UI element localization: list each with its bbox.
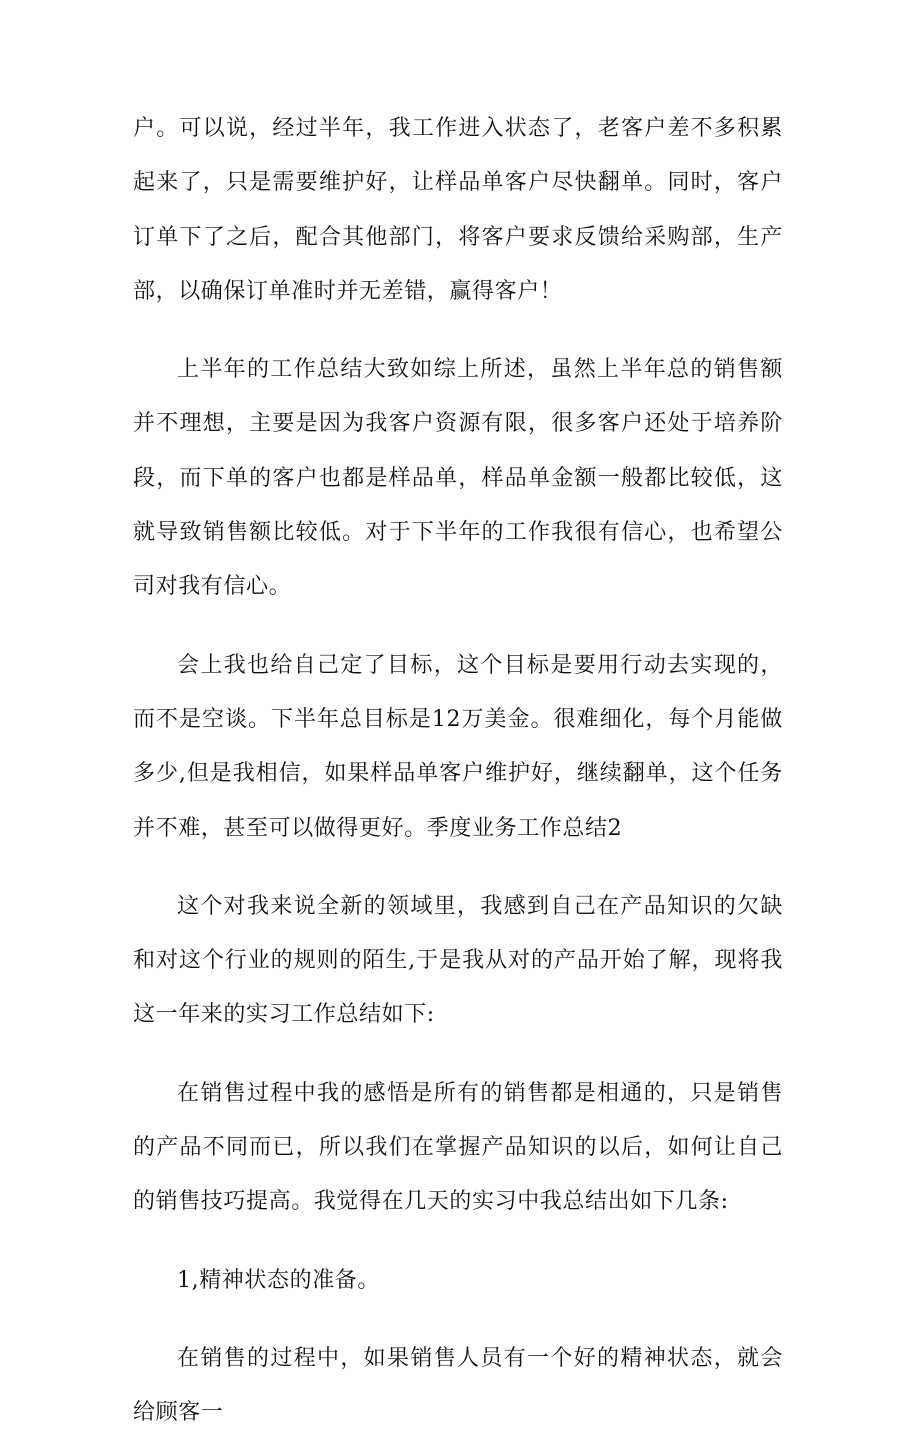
paragraph-7: 在销售的过程中，如果销售人员有一个好的精神状态，就会给顾客一 (133, 1345, 783, 1426)
paragraph-3: 会上我也给自己定了目标，这个目标是要用行动去实现的，而不是空谈。下半年总目标是12万美金。很难细化，每个月能做多少,但是我相信，如果样品单客户维护好，继续翻单，这个任务并不难，甚至可以做得更好。季度业务工作总结2 (133, 652, 783, 841)
document-body (133, 102, 783, 1441)
paragraph-6: 1,精神状态的准备。 (177, 1267, 380, 1293)
paragraph-2: 上半年的工作总结大致如综上所述，虽然上半年总的销售额并不理想，主要是因为我客户资源有限，很多客户还处于培养阶段，而下单的客户也都是样品单，样品单金额一般都比较低，这就导致销售额比较低。对于下半年的工作我很有信心，也希望公司对我有信心。 (133, 357, 783, 600)
paragraph-4: 这个对我来说全新的领域里，我感到自己在产品知识的欠缺和对这个行业的规则的陌生,于是我从对的产品开始了解，现将我这一年来的实习工作总结如下: (133, 893, 783, 1028)
paragraph-1: 户。可以说，经过半年，我工作进入状态了，老客户差不多积累起来了，只是需要维护好，让样品单客户尽快翻单。同时，客户订单下了之后，配合其他部门，将客户要求反馈给采购部，生产部，以确保订单准时并无差错，赢得客户！ (133, 116, 783, 304)
paragraph-5: 在销售过程中我的感悟是所有的销售都是相通的，只是销售的产品不同而已，所以我们在掌握产品知识的以后，如何让自己的销售技巧提高。我觉得在几天的实习中我总结出如下几条: (133, 1080, 783, 1215)
